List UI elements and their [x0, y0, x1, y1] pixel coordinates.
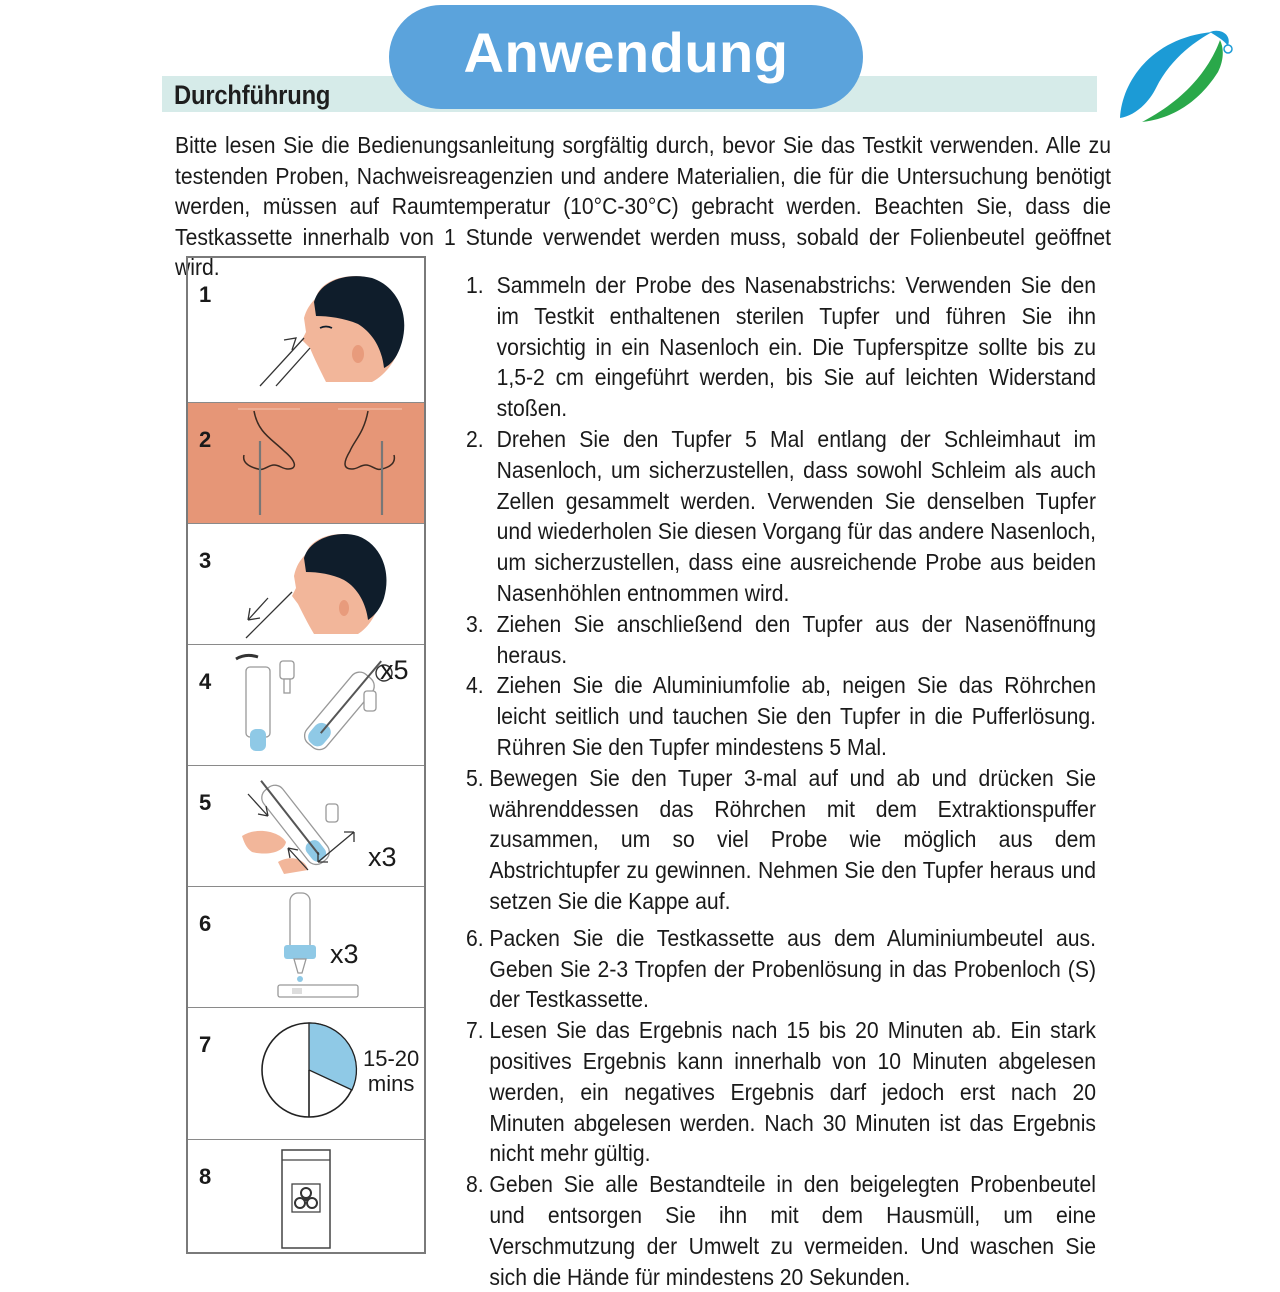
- step-cell-5: [188, 766, 424, 887]
- instruction-text: Packen Sie die Testkassette aus dem Aluminiumbeutel aus. Geben Sie 2-3 Tropfen der Probenlösung in das Probenloch (S) der Testkassette.: [489, 924, 1096, 1013]
- instruction-item-7: [466, 1015, 1096, 1169]
- nostril-rotation-icon: [188, 403, 424, 524]
- leaf-drop-logo-icon: [1112, 26, 1238, 124]
- instruction-item-3: [466, 609, 1096, 671]
- instruction-number: 8.: [466, 1171, 484, 1198]
- step-cell-1: [188, 258, 424, 403]
- banner-title: Anwendung: [463, 20, 789, 84]
- step-cell-3: [188, 524, 424, 645]
- step-number: 1: [199, 282, 212, 307]
- step-multiplier: x3: [330, 939, 359, 969]
- instruction-text: Ziehen Sie anschließend den Tupfer aus der Nasenöffnung heraus.: [496, 610, 1097, 668]
- step-number: 5: [199, 790, 212, 815]
- instruction-item-6: [466, 923, 1096, 1015]
- drop-cassette-icon: [188, 887, 424, 1008]
- timer-label: [363, 1046, 419, 1096]
- instruction-item-1: [466, 270, 1096, 424]
- instruction-number: 5.: [466, 764, 484, 791]
- instruction-item-2: [466, 424, 1096, 609]
- instruction-number: 7.: [466, 1017, 484, 1044]
- timer-unit: mins: [367, 1071, 415, 1096]
- intro-paragraph: Bitte lesen Sie die Bedienungsanleitung sorgfältig durch, bevor Sie das Testkit verwenden. Alle zu testenden Proben, Nachweisreagenzien und andere Materialien, die für die Untersuchung benötigt werden, müssen auf Raumtemperatur (10°C-30°C) gebracht werden. Beachten Sie, dass die Testkassette innerhalb von 1 Stunde verwendet werden muss, sobald der Folienbeutel geöffnet wird.: [175, 132, 1111, 281]
- instruction-text: Sammeln der Probe des Nasenabstrichs: Verwenden Sie den im Testkit enthaltenen sterilen Tupfer und führen Sie ihn vorsichtig in ein Nasenloch ein. Die Tupferspitze sollte bis zu 1,5-2 cm eingeführt werden, bis Sie auf leichten Widerstand stoßen.: [496, 272, 1097, 422]
- step-figure-column: [186, 256, 426, 1254]
- instruction-item-5: [466, 763, 1096, 917]
- step-number: 4: [199, 669, 212, 694]
- step-number: 6: [199, 911, 212, 936]
- step-cell-8: [188, 1140, 424, 1252]
- instruction-item-4: [466, 670, 1096, 762]
- instruction-number: 1.: [466, 272, 484, 298]
- instruction-text: Geben Sie alle Bestandteile in den beigelegten Probenbeutel und entsorgen Sie ihn mit dem Hausmüll, um eine Verschmutzung der Umwelt zu vermeiden. Und waschen Sie sich die Hände für mindestens 20 Sekunden.: [489, 1171, 1096, 1290]
- instruction-text: Ziehen Sie die Aluminiumfolie ab, neigen Sie das Röhrchen leicht seitlich und tauchen Sie den Tupfer in die Pufferlösung. Rühren Sie den Tupfer mindestens 5 Mal.: [496, 672, 1097, 760]
- step-number: 3: [199, 548, 212, 573]
- step-cell-4: [188, 645, 424, 766]
- step-cell-7: [188, 1008, 424, 1140]
- instruction-list: [466, 270, 1096, 1292]
- biohazard-bag-icon: [188, 1140, 424, 1252]
- step-number: 8: [199, 1164, 212, 1189]
- instruction-number: 3.: [466, 610, 484, 637]
- step-multiplier: x3: [368, 842, 397, 872]
- step-number: 7: [199, 1032, 212, 1057]
- instruction-text: Bewegen Sie den Tuper 3-mal auf und ab und drücken Sie währenddessen das Röhrchen mit dem Extraktionspuffer zusammen, um so viel Probe wie möglich aus dem Abstrichtupfer zu gewinnen. Nehmen Sie den Tupfer heraus und setzen Sie die Kappe auf.: [489, 764, 1096, 914]
- timer-duration: 15-20: [363, 1046, 420, 1071]
- step-number: 2: [199, 427, 212, 452]
- instruction-item-8: [466, 1169, 1096, 1292]
- step-multiplier: x5: [380, 655, 409, 685]
- step-cell-6: [188, 887, 424, 1008]
- banner: [389, 5, 863, 109]
- instruction-number: 4.: [466, 672, 484, 699]
- instruction-text: Drehen Sie den Tupfer 5 Mal entlang der Schleimhaut im Nasenloch, um sicherzustellen, dass sowohl Schleim als auch Zellen gesammelt werden. Verwenden Sie denselben Tupfer und wiederholen Sie diesen Vorgang für das andere Nasenloch, um sicherzustellen, dass eine ausreichende Probe aus beiden Nasenhöhlen entnommen wird.: [496, 425, 1097, 606]
- instruction-number: 2.: [466, 425, 484, 452]
- section-title: Durchführung: [174, 80, 331, 110]
- instruction-text: Lesen Sie das Ergebnis nach 15 bis 20 Minuten ab. Ein stark positives Ergebnis kann innerhalb von 10 Minuten abgelesen werden, ein negatives Ergebnis darf jedoch erst nach 20 Minuten abgelesen werden. Nach 30 Minuten ist das Ergebnis nicht mehr gültig.: [489, 1017, 1096, 1167]
- step-cell-2: [188, 403, 424, 524]
- swab-remove-icon: [188, 524, 424, 645]
- instruction-number: 6.: [466, 924, 484, 951]
- swab-insert-icon: [188, 258, 424, 403]
